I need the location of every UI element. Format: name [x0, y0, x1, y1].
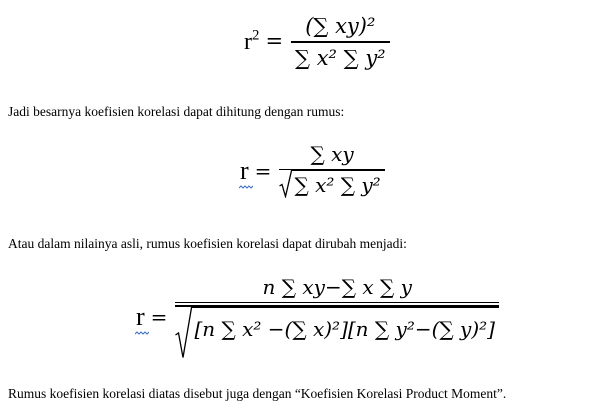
radicand: [n ∑ x² −(∑ x)²][n ∑ y²−(∑ y)²]	[192, 307, 499, 359]
lhs-symbol: r	[136, 302, 145, 332]
spellcheck-underline-icon	[239, 185, 253, 189]
equals-sign: =	[254, 158, 272, 183]
lhs-exponent: 2	[252, 27, 260, 44]
equation-product-moment	[136, 276, 499, 359]
radical-sign-icon	[175, 307, 192, 359]
lhs-symbol: r	[244, 28, 252, 55]
equation-lhs	[244, 27, 260, 55]
fraction-numerator: ∑ xy	[310, 142, 354, 166]
equals-sign: =	[150, 305, 168, 330]
square-root	[279, 170, 384, 198]
fraction-denominator: ∑ x² ∑ y²	[295, 45, 386, 70]
lhs-symbol: r	[240, 155, 249, 185]
fraction-numerator: (∑ xy)²	[305, 14, 376, 38]
equation-r-squared	[244, 14, 390, 70]
equation-lhs	[240, 155, 249, 185]
equals-sign: =	[265, 29, 284, 54]
fraction	[291, 14, 390, 70]
radicand: ∑ x² ∑ y²	[292, 170, 384, 198]
equation-lhs	[136, 304, 145, 330]
spellcheck-underline-icon	[135, 331, 149, 335]
paragraph-text: Rumus koefisien korelasi diatas disebut juga dengan “Koefisien Korelasi Product Moment”.	[8, 386, 507, 401]
fraction-numerator: n ∑ xy−∑ x ∑ y	[262, 275, 412, 299]
radical-sign-icon	[279, 170, 292, 198]
equation-correlation	[240, 143, 385, 198]
fraction	[175, 276, 499, 359]
square-root	[175, 307, 499, 359]
paragraph-text: Atau dalam nilainya asli, rumus koefisien korelasi dapat dirubah menjadi:	[8, 236, 407, 251]
paragraph-text: Jadi besarnya koefisien korelasi dapat dihitung dengan rumus:	[8, 104, 345, 119]
fraction	[279, 143, 384, 198]
